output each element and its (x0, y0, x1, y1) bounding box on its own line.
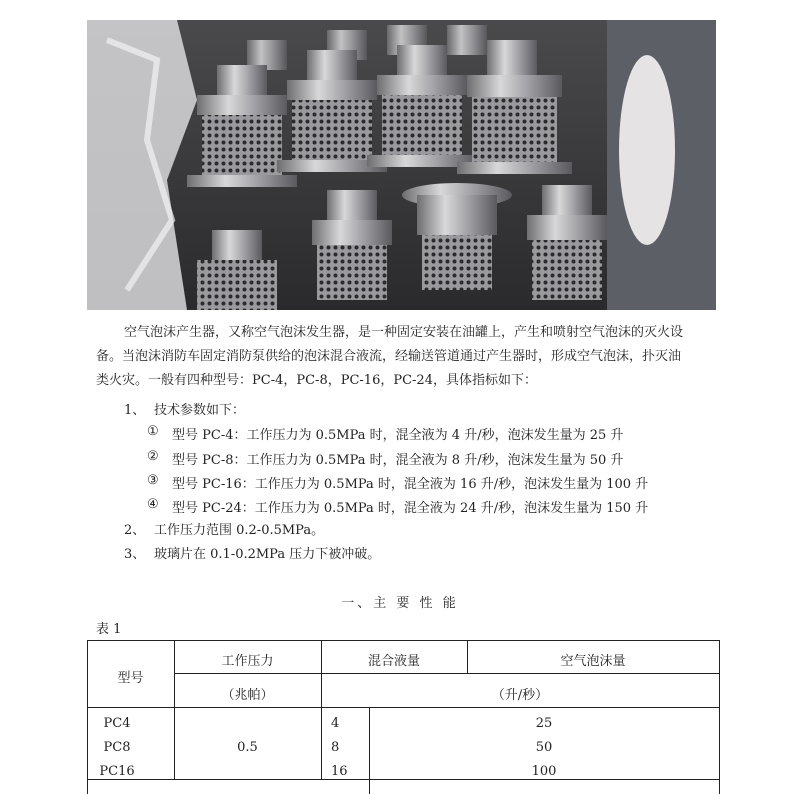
sub-text-3: 型号 PC-16：工作压力为 0.5MPa 时，混全液为 16 升/秒，泡沫发生量为 100 升 (172, 477, 649, 492)
row-foam-2: 50 (535, 740, 553, 755)
table-label: 表 1 (96, 622, 122, 637)
intro-line-3: 类火灾。一般有四种型号：PC-4，PC-8，PC-16，PC-24，具体指标如下： (96, 373, 537, 388)
header-flow-unit: （升/秒） (491, 688, 549, 703)
intro-line-1: 空气泡沫产生器，又称空气泡沫发生器，是一种固定安装在油罐上，产生和喷射空气泡沫的灭火设 (124, 325, 684, 340)
header-pressure-unit: （兆帕） (221, 688, 274, 703)
list-number-2: 2、 (124, 523, 146, 538)
sub-number-4: ④ (147, 497, 159, 512)
row-model-2: PC8 (103, 740, 131, 755)
row-mix-1: 4 (331, 716, 340, 731)
header-pressure: 工作压力 (221, 654, 274, 669)
row-foam-3: 100 (531, 764, 557, 779)
list-text-3: 玻璃片在 0.1-0.2MPa 压力下被冲破。 (154, 547, 381, 562)
row-mix-3: 16 (331, 764, 348, 779)
product-photo (87, 20, 716, 310)
row-mix-2: 8 (331, 740, 340, 755)
intro-line-2: 备。当泡沫消防车固定消防泵供给的泡沫混合液流，经输送管道通过产生器时，形成空气泡沫，扑灭油 (96, 349, 682, 364)
list-number-1: 1、 (124, 403, 146, 418)
header-foam: 空气泡沫量 (560, 654, 626, 669)
header-model: 型号 (117, 671, 144, 686)
sub-text-4: 型号 PC-24：工作压力为 0.5MPa 时，混全液为 24 升/秒，泡沫发生量为 150 升 (172, 501, 649, 516)
row-model-3: PC16 (99, 764, 135, 779)
sub-number-3: ③ (147, 473, 159, 488)
sub-number-1: ① (147, 424, 159, 439)
sub-text-2: 型号 PC-8：工作压力为 0.5MPa 时，混全液为 8 升/秒，泡沫发生量为 50 升 (172, 453, 624, 468)
row-foam-1: 25 (535, 716, 553, 731)
sub-text-1: 型号 PC-4：工作压力为 0.5MPa 时，混全液为 4 升/秒，泡沫发生量为 25 升 (172, 428, 624, 443)
performance-table (87, 640, 720, 794)
header-mix: 混合液量 (367, 654, 420, 669)
sub-number-2: ② (147, 449, 159, 464)
list-text-2: 工作压力范围 0.2-0.5MPa。 (154, 523, 325, 538)
pressure-value: 0.5 (237, 740, 258, 755)
list-number-3: 3、 (124, 547, 146, 562)
section-title: 一、主 要 性 能 (341, 596, 459, 611)
list-text-1: 技术参数如下： (154, 403, 246, 418)
foam-generator-photo-icon (87, 20, 716, 310)
row-model-1: PC4 (103, 716, 131, 731)
